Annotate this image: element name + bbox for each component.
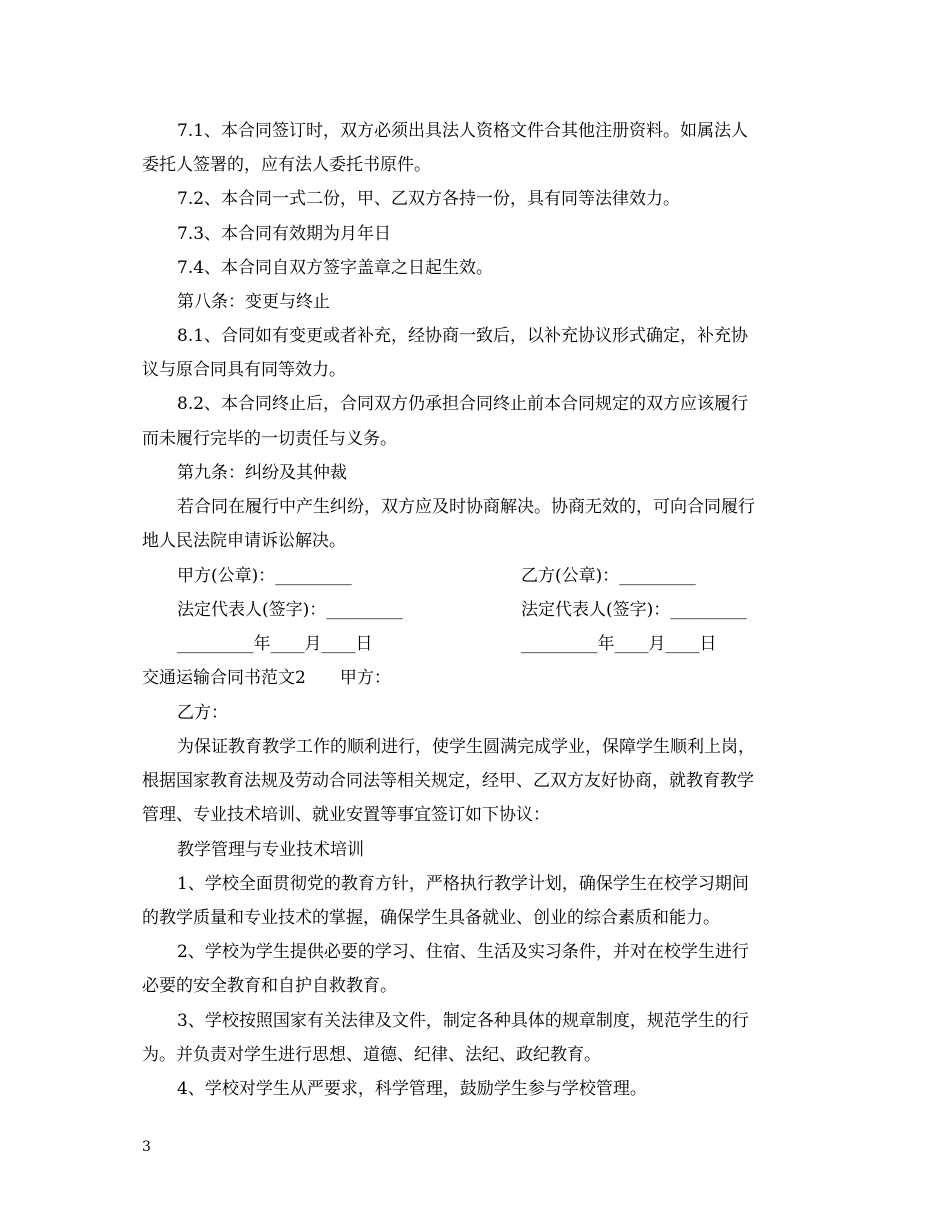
clause-8-1-line-1: 8.1、合同如有变更或者补充，经协商一致后，以补充协议形式确定，补充协 [177, 326, 749, 346]
party-b-label: 乙方： [177, 703, 228, 723]
clause-8-2-line-1: 8.2、本合同终止后，合同双方仍承担合同终止前本合同规定的双方应该履行 [177, 394, 749, 414]
item-3-line-2: 为。并负责对学生进行思想、道德、纪律、法纪、政纪教育。 [142, 1045, 601, 1065]
item-2-line-2: 必要的安全教育和自护自救教育。 [142, 976, 397, 996]
article-9-line-1: 若合同在履行中产生纠纷，双方应及时协商解决。协商无效的，可向合同履行 [177, 497, 755, 517]
article-9-line-2: 地人民法院申请诉讼解决。 [142, 531, 346, 551]
party-a-representative: 法定代表人(签字)：_________ [177, 600, 403, 620]
preamble-line-2: 根据国家教育法规及劳动合同法等相关规定，经甲、乙双方友好协商，就教育教学 [142, 771, 754, 791]
preamble-line-1: 为保证教育教学工作的顺利进行，使学生圆满完成学业，保障学生顺利上岗， [177, 737, 755, 757]
article-8-heading: 第八条：变更与终止 [177, 292, 330, 312]
item-3-line-1: 3、学校按照国家有关法律及文件，制定各种具体的规章制度，规范学生的行 [177, 1011, 749, 1031]
preamble-line-3: 管理、专业技术培训、就业安置等事宜签订如下协议： [142, 805, 550, 825]
clause-7-3: 7.3、本合同有效期为月年日 [177, 224, 392, 244]
party-b-representative: 法定代表人(签字)：_________ [521, 600, 747, 620]
section-heading-teaching: 教学管理与专业技术培训 [177, 840, 364, 860]
party-a-date: _________年____月____日 [177, 634, 373, 654]
page-number: 3 [142, 1139, 151, 1155]
item-4: 4、学校对学生从严要求，科学管理，鼓励学生参与学校管理。 [177, 1079, 647, 1099]
party-a-seal: 甲方(公章)：_________ [177, 566, 352, 586]
item-1-line-1: 1、学校全面贯彻党的教育方针，严格执行教学计划，确保学生在校学习期间 [177, 874, 749, 894]
clause-8-2-line-2: 而未履行完毕的一切责任与义务。 [142, 429, 397, 449]
clause-7-1-line-2: 委托人签署的，应有法人委托书原件。 [142, 155, 431, 175]
item-2-line-1: 2、学校为学生提供必要的学习、住宿、生活及实习条件，并对在校学生进行 [177, 942, 749, 962]
clause-7-1-line-1: 7.1、本合同签订时，双方必须出具法人资格文件合其他注册资料。如属法人 [177, 121, 749, 141]
sample-2-title: 交通运输合同书范文2 甲方： [142, 668, 391, 688]
clause-8-1-line-2: 议与原合同具有同等效力。 [142, 360, 346, 380]
party-b-date: _________年____月____日 [521, 634, 717, 654]
article-9-heading: 第九条：纠纷及其仲裁 [177, 463, 347, 483]
clause-7-4: 7.4、本合同自双方签字盖章之日起生效。 [177, 258, 494, 278]
clause-7-2: 7.2、本合同一式二份，甲、乙双方各持一份，具有同等法律效力。 [177, 189, 681, 209]
party-b-seal: 乙方(公章)：_________ [521, 566, 696, 586]
item-1-line-2: 的教学质量和专业技术的掌握，确保学生具备就业、创业的综合素质和能力。 [142, 908, 720, 928]
